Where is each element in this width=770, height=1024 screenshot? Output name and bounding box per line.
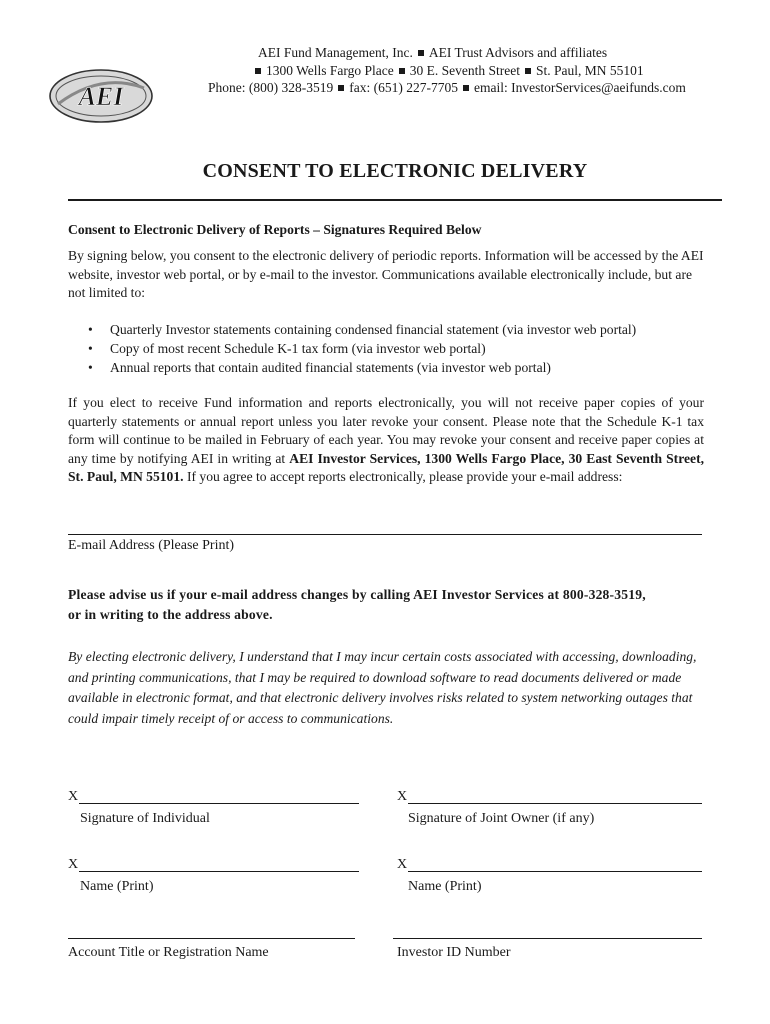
investor-services-address: AEI Investor Services, 1300 Wells Fargo Place, 30 East Seventh Street, St. Paul, MN 55101. [68,450,704,484]
affiliates: AEI Trust Advisors and affiliates [428,45,608,60]
aei-logo [48,68,154,124]
header-line-1 [258,45,607,61]
name-x-mark: X [397,857,408,872]
advise-notice: Please advise us if your e-mail address changes by calling AEI Investor Services at 800-328-3519, or in writing to the address above. [68,587,646,622]
name-x-mark: X [68,857,79,872]
individual-name-line[interactable] [79,871,359,872]
joint-signature-line[interactable] [408,803,702,804]
signature-x-mark: X [397,789,408,804]
address-city: St. Paul, MN 55101 [536,63,644,78]
title-divider [68,199,722,201]
phone: Phone: (800) 328-3519 [208,80,334,95]
page-title: CONSENT TO ELECTRONIC DELIVERY [202,160,588,182]
email-address-label: E-mail Address (Please Print) [68,538,235,553]
list-item: • Annual reports that contain audited financial statements (via investor web portal) [85,358,715,377]
square-bullet-icon [463,85,469,91]
list-item: • Copy of most recent Schedule K-1 tax form (via investor web portal) [85,339,715,358]
investor-id-line[interactable] [393,938,702,939]
account-title-label: Account Title or Registration Name [68,945,269,960]
individual-signature-label: Signature of Individual [80,811,210,826]
email-contact: email: InvestorServices@aeifunds.com [473,80,686,95]
paper-copies-paragraph [68,394,704,487]
address-street: 30 E. Seventh Street [409,63,521,78]
company-name: AEI Fund Management, Inc. [258,45,413,60]
header-line-3 [208,80,686,96]
svg-text:AEI: AEI [78,82,124,111]
square-bullet-icon [525,68,531,74]
square-bullet-icon [338,85,344,91]
individual-signature-line[interactable] [79,803,359,804]
paper-text-1: If you elect to receive Fund information and reports electronically, you will not receive paper copies of your quarterly statements or annual report unless you later revoke your consent. Please note that the Schedule K-1 tax form will continue to be mailed in February of each year. You may revoke your consent and receive paper copies at any time by notifying AEI in writing at [68,395,704,466]
paper-text-2: If you agree to accept reports electronically, please provide your e-mail address: [183,469,623,484]
aei-logo-graphic [48,68,154,124]
investor-id-label: Investor ID Number [397,945,511,960]
square-bullet-icon [418,50,424,56]
header-line-2 [250,63,644,79]
joint-name-line[interactable] [408,871,702,872]
list-item: • Quarterly Investor statements containing condensed financial statement (via investor web portal) [85,320,715,339]
square-bullet-icon [255,68,261,74]
intro-paragraph: By signing below, you consent to the electronic delivery of periodic reports. Information will be accessed by the AEI website, investor web portal, or by e-mail to the investor. Communications available electronically include, but are not limited to: [68,248,704,300]
email-address-line[interactable] [68,534,702,535]
individual-name-label: Name (Print) [80,879,154,894]
square-bullet-icon [399,68,405,74]
fax: fax: (651) 227-7705 [349,80,458,95]
address-place: 1300 Wells Fargo Place [266,63,394,78]
disclaimer-paragraph: By electing electronic delivery, I understand that I may incur certain costs associated with accessing, downloading, and printing communications, that I may be required to download software to read documents delivered or made available in electronic format, and that electronic delivery involves risks related to system networking outages that could impair timely receipt of or access to communications. [68,649,697,726]
joint-signature-label: Signature of Joint Owner (if any) [408,811,595,826]
joint-name-label: Name (Print) [408,879,482,894]
account-title-line[interactable] [68,938,355,939]
section-heading: Consent to Electronic Delivery of Reports – Signatures Required Below [68,222,482,237]
reports-list [85,320,715,377]
signature-x-mark: X [68,789,79,804]
